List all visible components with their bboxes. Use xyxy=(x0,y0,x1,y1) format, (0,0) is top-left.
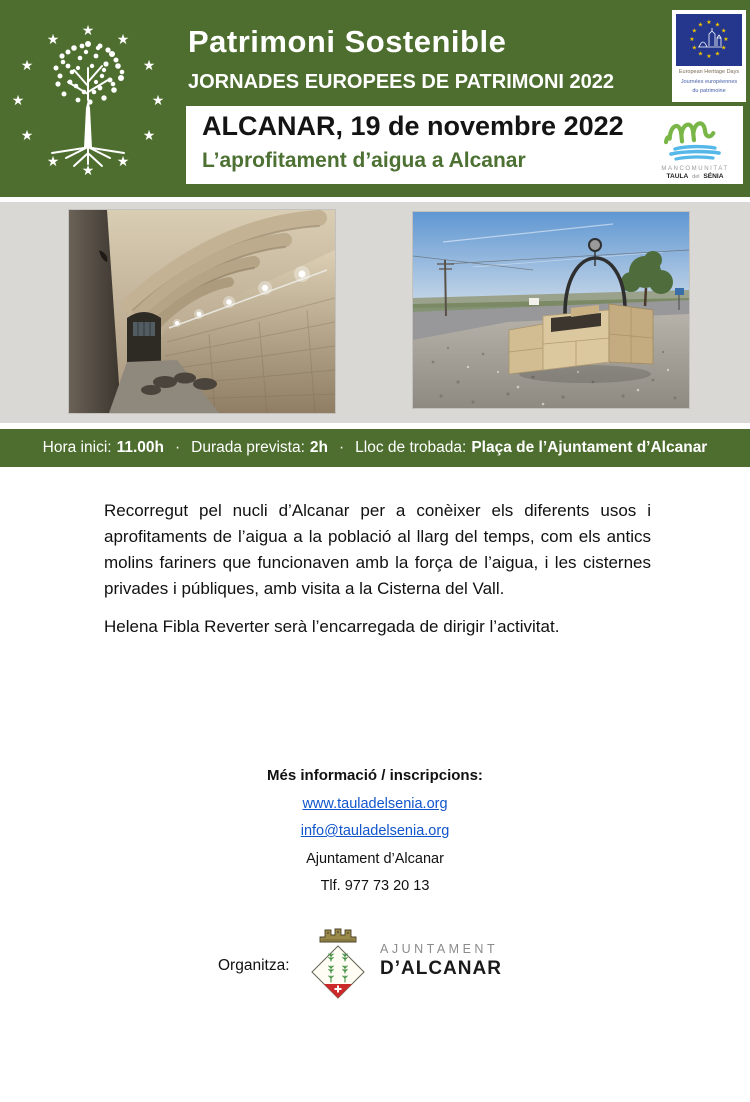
event-subtitle: L’aprofitament d’aigua a Alcanar xyxy=(202,149,526,172)
separator-dot: · xyxy=(174,439,181,456)
email-link[interactable]: info@tauladelsenia.org xyxy=(300,823,450,839)
duration-label: Durada prevista: xyxy=(191,439,305,456)
ehd-label-fr2: du patrimoine xyxy=(692,88,726,94)
svg-text:★: ★ xyxy=(714,21,721,29)
photo-stone-well xyxy=(413,212,689,408)
description-paragraph: Recorregut pel nucli d’Alcanar per a conèixer els diferents usos i aprofitaments de l’aigua a la població al llarg del temps, com els antics molins fariners que funcionaven amb la força de l’aigua, i les cisternes privades i públiques, amb visita a la Cisterna del Vall. xyxy=(104,501,651,598)
svg-text:★: ★ xyxy=(81,23,95,39)
svg-text:★: ★ xyxy=(20,58,34,74)
ehd-label-fr1: Journées européennes xyxy=(680,79,738,85)
contact-block xyxy=(0,767,750,906)
svg-text:★: ★ xyxy=(697,50,704,58)
heritage-tree-logo xyxy=(8,8,168,189)
svg-text:★: ★ xyxy=(691,27,697,35)
start-time-label: Hora inici: xyxy=(42,439,112,456)
svg-text:★: ★ xyxy=(20,128,34,144)
taula-del-senia-logo xyxy=(653,109,737,181)
organizer-name-line2: D’ALCANAR xyxy=(380,958,502,979)
taula-word1: TAULA xyxy=(666,173,689,180)
taula-word2: SÉNIA xyxy=(703,173,724,180)
poster-title: Patrimoni Sostenible xyxy=(188,24,507,59)
svg-text:★: ★ xyxy=(691,44,697,52)
event-title: ALCANAR, 19 de novembre 2022 xyxy=(202,111,624,141)
svg-text:★: ★ xyxy=(721,27,727,35)
svg-text:★: ★ xyxy=(151,93,165,109)
organizer-section xyxy=(0,918,750,1008)
guide-paragraph: Helena Fibla Reverter serà l’encarregada de dirigir l’activitat. xyxy=(104,617,560,636)
alcanar-coat-of-arms xyxy=(306,920,370,1000)
event-box xyxy=(186,106,743,184)
contact-org: Ajuntament d’Alcanar xyxy=(306,850,444,867)
svg-text:★: ★ xyxy=(706,53,712,60)
svg-text:★: ★ xyxy=(81,163,95,179)
contact-phone: Tlf. 977 73 20 13 xyxy=(320,878,430,894)
contact-title: Més informació / inscripcions: xyxy=(267,767,483,784)
european-heritage-days-logo xyxy=(672,10,746,102)
svg-text:★: ★ xyxy=(142,58,156,74)
svg-text:★: ★ xyxy=(723,36,729,43)
svg-text:★: ★ xyxy=(706,19,712,26)
ehd-label-en: European Heritage Days xyxy=(678,69,740,75)
poster-subtitle: JORNADES EUROPEES DE PATRIMONI 2022 xyxy=(188,71,615,93)
svg-text:★: ★ xyxy=(46,154,60,170)
svg-text:★: ★ xyxy=(714,50,721,58)
start-time-value: 11.00h xyxy=(116,439,164,456)
ehd-flag-icon xyxy=(676,14,742,66)
tree-stars-icon xyxy=(8,8,168,189)
svg-text:★: ★ xyxy=(46,32,60,48)
separator-dot: · xyxy=(338,439,345,456)
svg-text:★: ★ xyxy=(721,44,727,52)
taula-word-mid: del xyxy=(692,174,700,180)
svg-text:TAULA del xyxy=(666,171,723,180)
organizer-label: Organitza: xyxy=(218,957,290,974)
meeting-point-label: Lloc de trobada: xyxy=(355,439,467,456)
svg-text:★: ★ xyxy=(142,128,156,144)
website-link[interactable]: www.tauladelsenia.org xyxy=(302,795,448,812)
svg-text:★: ★ xyxy=(116,32,130,48)
photo-cisterna-del-vall xyxy=(69,210,335,413)
organizer-name-line1: AJUNTAMENT xyxy=(380,942,499,956)
meeting-point-value: Plaça de l’Ajuntament d’Alcanar xyxy=(471,439,708,456)
photo-strip xyxy=(0,202,750,423)
svg-text:★: ★ xyxy=(697,21,704,29)
event-info-bar xyxy=(0,429,750,467)
svg-text:★: ★ xyxy=(116,154,130,170)
svg-text:★: ★ xyxy=(11,93,25,109)
duration-value: 2h xyxy=(309,439,328,456)
svg-text:★: ★ xyxy=(689,36,695,43)
header-banner xyxy=(0,0,750,197)
description-section xyxy=(104,498,651,640)
taula-line1: MANCOMUNITAT xyxy=(661,166,729,172)
